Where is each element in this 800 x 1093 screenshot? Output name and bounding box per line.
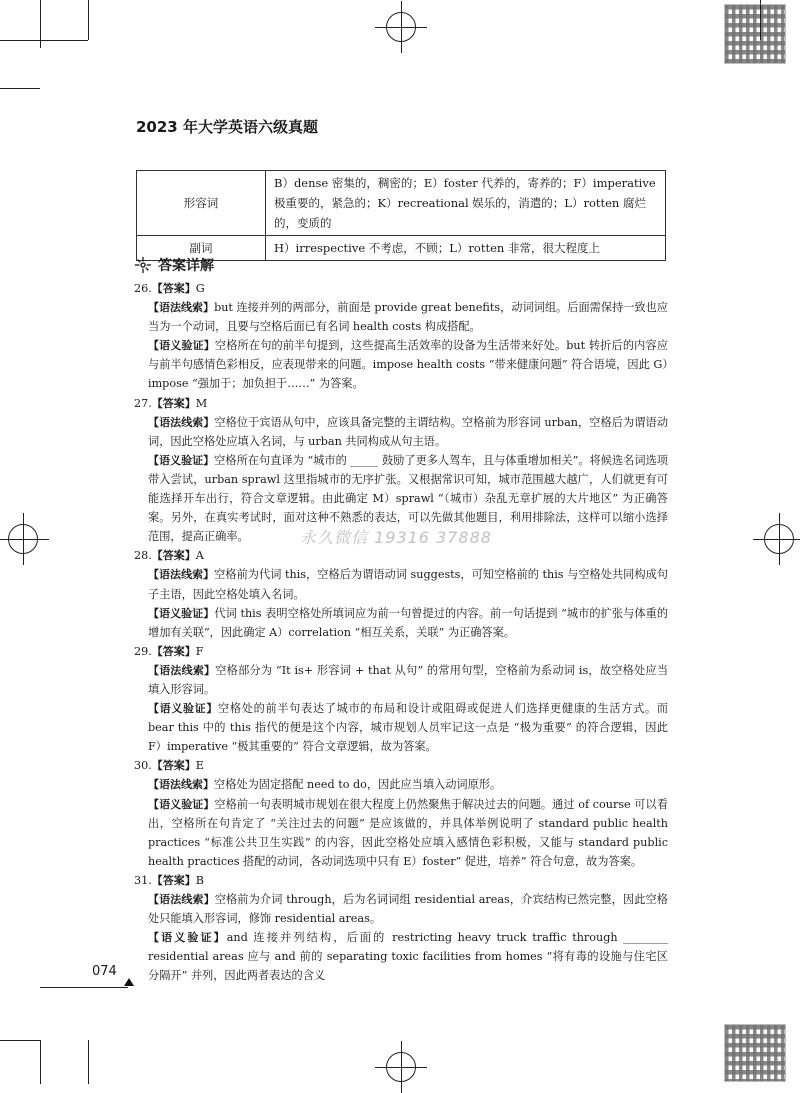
sparkle-icon [134, 256, 152, 274]
answer-item [134, 756, 668, 871]
vocabulary-table [136, 170, 666, 261]
table-cell-words: B）dense 密集的，稠密的；E）foster 代养的，寄养的；F）imperative 极重要的，紧急的；K）recreational 娱乐的，消遣的；L）rotten 腐烂的，变质的 [266, 171, 666, 236]
para-tag: 【语义验证】 [148, 606, 215, 620]
para-text: 代词 this 表明空格处所填词应为前一句曾提过的内容。前一句话提到 “城市的扩张与体重的增加有关联”，因此确定 A）correlation “相互关系，关联” 为正确答案。 [148, 606, 669, 639]
para-tag: 【语法线索】 [148, 778, 214, 792]
para-text: and 连接并列结构，后面的 restricting heavy truck traffic through ________ residential areas 应与 and 前的 separating toxic facilities from homes “将有毒的设施与住宅区分隔开” 并列，因此两者表达的含义 [148, 931, 669, 983]
footer-rule [40, 987, 128, 988]
grammar-clue [134, 565, 668, 603]
answer-explanations [134, 279, 668, 985]
answer-tag: 【答案】 [151, 644, 196, 658]
answer-line [134, 279, 668, 298]
para-text: 空格前一句表明城市规划在很大程度上仍然聚焦于解决过去的问题。通过 of course 可以看出，空格所在句肯定了 “关注过去的问题” 是应该做的，并具体举例说明了 standard public health practices “标准公共卫生实践” 的内容，因此空格处应填入感情色彩积极，又能与 standard public health practices 搭配的动词，各动词选项中只有 E）foster” 促进，培养” 符合句意，故为答案。 [148, 797, 669, 868]
answer-line [134, 871, 668, 890]
answer-item [134, 871, 668, 986]
para-tag: 【语法线索】 [148, 568, 215, 582]
para-tag: 【语义验证】 [148, 453, 215, 467]
answer-line [134, 756, 668, 775]
page-marker-icon [124, 978, 134, 986]
question-number: 30. [134, 759, 152, 773]
crop-mark [40, 1040, 41, 1084]
crop-mark [88, 0, 89, 40]
answer-tag: 【答案】 [151, 549, 196, 563]
para-tag: 【语义验证】 [148, 339, 215, 353]
answer-letter: G [195, 282, 205, 295]
para-tag: 【语法线索】 [148, 301, 215, 315]
table-row [137, 236, 666, 261]
para-tag: 【语义验证】 [148, 702, 219, 716]
page-header-title: 2023 年大学英语六级真题 [136, 118, 318, 136]
answer-line [134, 394, 668, 413]
answer-letter: E [195, 759, 204, 773]
qr-code-icon [724, 4, 786, 64]
semantic-check [134, 699, 668, 756]
para-text: 空格所在句直译为 “城市的 _____ 鼓励了更多人驾车，且与体重增加相关”。将候选名词选项带入尝试，urban sprawl 这里指城市的无序扩张。又根据常识可知，城市范围越大越广，人们就更有可能选择开车出行，符合文章逻辑。由此确定 M）sprawl “（城市）杂乱无章扩展的大片地区” 为正确答案。另外，在真实考试时，面对这种不熟悉的表达，可以先做其他题目，利用排除法，这样可以缩小选择范围，提高正确率。 [148, 453, 668, 544]
semantic-check [134, 795, 668, 871]
answer-tag: 【答案】 [151, 282, 196, 295]
question-number: 31. [134, 873, 152, 887]
para-text: 空格前为代词 this，空格后为谓语动词 suggests，可知空格前的 this 与空格处共同构成句子主语，因此空格处填入名词。 [148, 568, 669, 601]
answer-letter: F [195, 644, 204, 658]
answer-item [134, 394, 668, 547]
answer-letter: M [195, 396, 208, 410]
semantic-check [134, 928, 668, 985]
table-cell-words: H）irrespective 不考虑，不顾；L）rotten 非常，很大程度上 [266, 236, 666, 261]
para-tag: 【语法线索】 [148, 663, 216, 677]
question-number: 27. [134, 396, 152, 410]
qr-code-icon [724, 1024, 786, 1082]
grammar-clue [134, 775, 668, 794]
table-row [137, 171, 666, 236]
table-cell-category: 副词 [137, 236, 266, 261]
registration-mark [386, 1052, 416, 1082]
para-text: 空格处为固定搭配 need to do，因此应当填入动词原形。 [214, 778, 502, 792]
answer-line [134, 642, 668, 661]
grammar-clue [134, 298, 668, 336]
crop-mark [88, 1040, 89, 1084]
question-number: 28. [134, 549, 152, 563]
answer-tag: 【答案】 [151, 396, 196, 410]
para-tag: 【语义验证】 [148, 797, 215, 811]
registration-mark [764, 524, 794, 554]
registration-mark [386, 12, 416, 42]
answer-line [134, 546, 668, 565]
para-tag: 【语法线索】 [148, 415, 215, 429]
registration-mark [8, 524, 38, 554]
answer-letter: A [195, 549, 204, 563]
para-tag: 【语法线索】 [148, 893, 215, 906]
answer-tag: 【答案】 [151, 873, 196, 887]
answer-item [134, 642, 668, 757]
section-title: 答案详解 [158, 258, 214, 274]
grammar-clue [134, 413, 668, 451]
semantic-check [134, 604, 668, 642]
crop-mark [0, 1040, 40, 1041]
answer-item [134, 546, 668, 641]
para-text: 空格位于宾语从句中，应该具备完整的主谓结构。空格前为形容词 urban，空格后为谓语动词，因此空格处应填入名词，与 urban 共同构成从句主语。 [148, 415, 669, 448]
answer-tag: 【答案】 [151, 759, 196, 773]
grammar-clue [134, 661, 668, 699]
para-text: 空格前为介词 through，后为名词词组 residential areas，介宾结构已然完整，因此空格处只能填入形容词，修饰 residential areas。 [148, 893, 668, 926]
watermark: 永久微信 19316 37888 [300, 528, 492, 547]
question-number: 26. [134, 282, 152, 295]
table-cell-category: 形容词 [137, 171, 266, 236]
semantic-check [134, 336, 668, 393]
answer-letter: B [195, 873, 205, 887]
grammar-clue [134, 890, 668, 928]
para-text: 空格所在句的前半句提到，这些提高生活效率的设备为生活带来好处。but 转折后的内容应与前半句感情色彩相反，应表现带来的问题。impose health costs “带来健康问题” 符合语境，因此 G）impose “强加于；加负担于……” 为答案。 [148, 339, 669, 391]
crop-mark [0, 88, 40, 89]
para-text: but 连接并列的两部分，前面是 provide great benefits，动词词组。后面需保持一致也应当为一个动词，且要与空格后面已有名词 health costs 构成搭配。 [148, 301, 669, 334]
para-tag: 【语义验证】 [148, 931, 227, 945]
section-heading [134, 255, 214, 275]
question-number: 29. [134, 644, 152, 658]
para-text: 空格处的前半句表达了城市的布局和设计或阻碍或促进人们选择更健康的生活方式。而 bear this 中的 this 指代的便是这个内容，城市规划人员牢记这一点是 “极为重要” 的符合逻辑，因此 F）imperative “极其重要的” 符合文章逻辑，故为答案。 [148, 702, 668, 754]
answer-item [134, 279, 668, 394]
para-text: 空格部分为 “It is+ 形容词 + that 从句” 的常用句型，空格前为系动词 is，故空格处应当填入形容词。 [148, 663, 669, 696]
page-number: 074 [92, 964, 117, 979]
crop-mark [0, 40, 88, 41]
